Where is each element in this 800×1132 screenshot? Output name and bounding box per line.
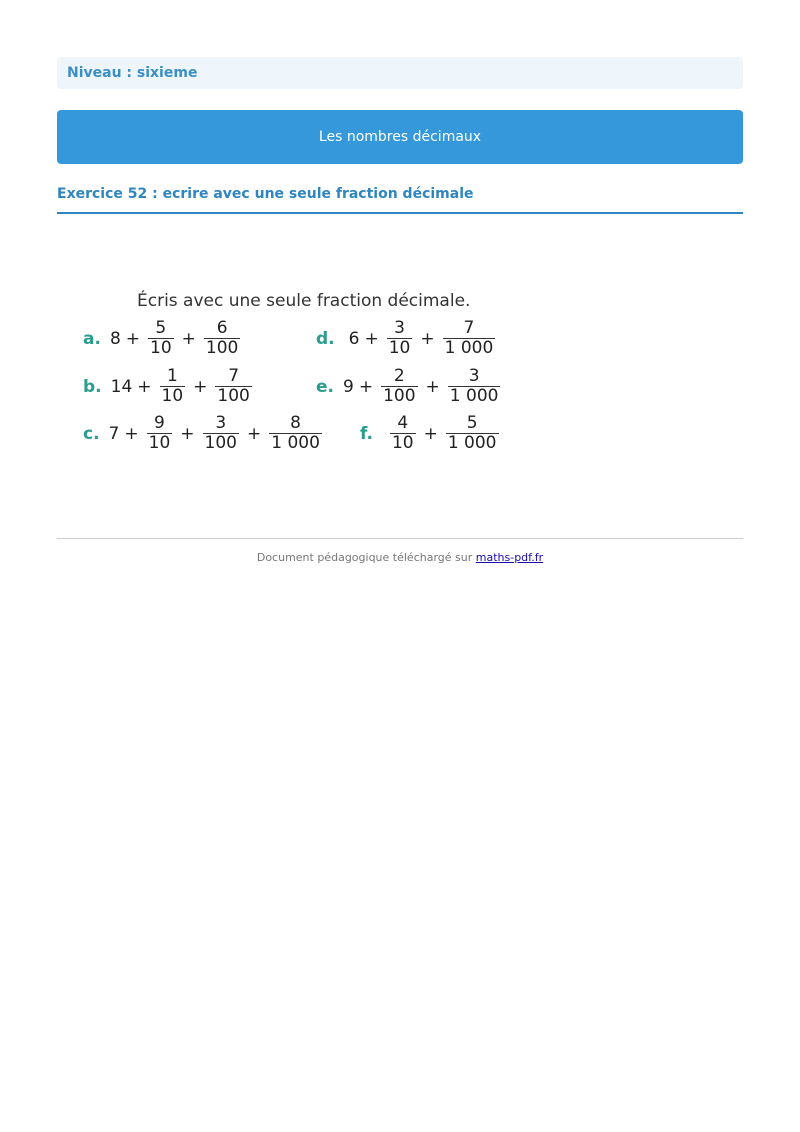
numerator: 2 (393, 366, 405, 386)
plus-sign: + (246, 423, 262, 444)
denominator: 10 (161, 386, 184, 406)
fraction (446, 414, 499, 453)
item-label: d. (316, 328, 335, 349)
denominator: 10 (148, 433, 171, 453)
plus-sign: + (358, 376, 374, 397)
whole-number: 6 (348, 328, 360, 349)
numerator: 9 (154, 413, 165, 433)
numerator: 4 (397, 413, 409, 433)
denominator: 100 (383, 386, 416, 406)
level-label: Niveau : sixieme (57, 57, 743, 89)
denominator: 1 000 (447, 433, 497, 453)
denominator: 1 000 (449, 386, 499, 406)
plus-sign: + (425, 376, 440, 397)
footer-divider (57, 538, 743, 539)
plus-sign: + (423, 423, 438, 444)
denominator: 100 (204, 433, 237, 453)
item-label: a. (83, 328, 101, 349)
numerator: 5 (466, 413, 478, 433)
denominator: 100 (205, 338, 239, 358)
whole-number: 9 (343, 376, 354, 397)
plus-sign: + (124, 423, 139, 444)
exercise-title: Exercice 52 : ecrire avec une seule fraction décimale (57, 186, 743, 214)
whole-number: 7 (108, 423, 120, 444)
fraction (381, 367, 417, 406)
denominator: 10 (150, 338, 172, 358)
denominator: 1 000 (271, 433, 320, 453)
exercise-item-c (83, 414, 325, 453)
fraction (148, 319, 174, 358)
plus-sign: + (180, 423, 195, 444)
numerator: 1 (166, 366, 178, 386)
fraction (204, 319, 240, 358)
exercise-item-e (316, 367, 503, 406)
whole-number: 14 (110, 376, 133, 397)
fraction (160, 367, 186, 406)
footer-text: Document pédagogique téléchargé sur (256, 551, 476, 564)
plus-sign: + (137, 376, 152, 397)
fraction (269, 414, 322, 453)
plus-sign: + (181, 328, 196, 349)
denominator: 10 (388, 338, 411, 358)
denominator: 1 000 (444, 338, 494, 358)
exercise-item-b (83, 367, 255, 406)
numerator: 5 (155, 318, 167, 338)
numerator: 7 (228, 366, 240, 386)
item-label: f. (360, 423, 373, 444)
footer-link[interactable]: maths-pdf.fr (475, 551, 544, 564)
fraction (390, 414, 416, 453)
footer (0, 551, 800, 564)
plus-sign: + (364, 328, 379, 349)
fraction (443, 319, 496, 358)
item-label: b. (83, 376, 102, 397)
plus-sign: + (125, 328, 141, 349)
exercise-item-f (360, 414, 502, 453)
fraction (203, 414, 239, 453)
numerator: 6 (216, 318, 228, 338)
fraction (147, 414, 173, 453)
fraction (387, 319, 413, 358)
plus-sign: + (420, 328, 435, 349)
exercise-item-a (83, 319, 243, 358)
plus-sign: + (193, 376, 208, 397)
exercise-item-d (316, 319, 498, 358)
item-label: e. (316, 376, 334, 397)
denominator: 10 (391, 433, 414, 453)
denominator: 100 (217, 386, 250, 406)
numerator: 8 (290, 413, 301, 433)
fraction (448, 367, 501, 406)
exercise-instruction: Écris avec une seule fraction décimale. (137, 291, 471, 311)
numerator: 3 (468, 366, 480, 386)
numerator: 7 (463, 318, 475, 338)
numerator: 3 (394, 318, 405, 338)
numerator: 3 (215, 413, 227, 433)
item-label: c. (83, 423, 100, 444)
whole-number: 8 (109, 328, 121, 349)
chapter-banner: Les nombres décimaux (57, 110, 743, 164)
fraction (215, 367, 251, 406)
